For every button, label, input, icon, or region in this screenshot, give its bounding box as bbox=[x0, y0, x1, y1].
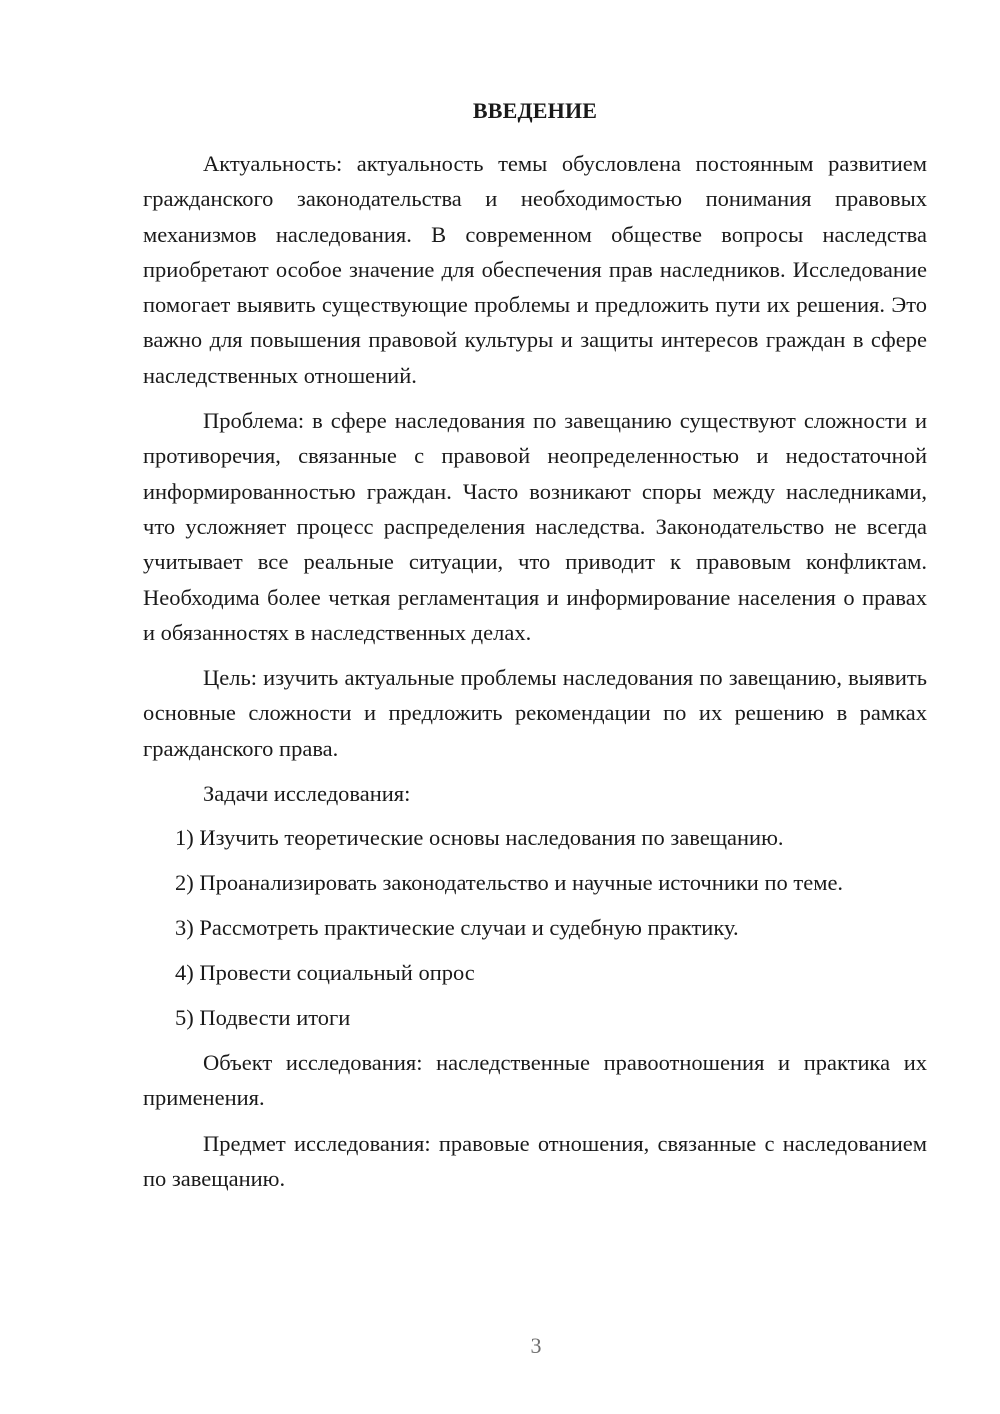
tasks-heading: Задачи исследования: bbox=[203, 781, 411, 807]
list-item: 5) Подвести итоги bbox=[175, 1005, 351, 1031]
paragraph-goal: Цель: изучить актуальные проблемы наследования по завещанию, выявить основные сложности и предложить рекомендации по их решению в рамках гражданского права. bbox=[143, 665, 927, 761]
paragraph-object: Объект исследования: наследственные правоотношения и практика их применения. bbox=[143, 1050, 927, 1111]
paragraph-problem: Проблема: в сфере наследования по завещанию существуют сложности и противоречия, связанные с правовой неопределенностью и недостаточной информированностью граждан. Часто возникают споры между наследниками, что усложняет процесс распределения наследства. Законодательство не всегда учитывает все реальные ситуации, что приводит к правовым конфликтам. Необходима более четкая регламентация и информирование населения о правах и обязанностях в наследственных делах. bbox=[143, 408, 927, 645]
list-item: 1) Изучить теоретические основы наследования по завещанию. bbox=[175, 825, 784, 851]
paragraph-relevance: Актуальность: актуальность темы обусловлена постоянным развитием гражданского законодательства и необходимостью понимания правовых механизмов наследования. В современном обществе вопросы наследства приобретают особое значение для обеспечения прав наследников. Исследование помогает выявить существующие проблемы и предложить пути их решения. Это важно для повышения правовой культуры и защиты интересов граждан в сфере наследственных отношений. bbox=[143, 151, 927, 388]
document-page bbox=[143, 96, 927, 1206]
page-title: ВВЕДЕНИЕ bbox=[472, 98, 598, 123]
list-item: 2) Проанализировать законодательство и научные источники по теме. bbox=[175, 870, 844, 896]
list-item: 3) Рассмотреть практические случаи и судебную практику. bbox=[175, 915, 739, 941]
page-number: 3 bbox=[530, 1333, 542, 1358]
paragraph-subject: Предмет исследования: правовые отношения, связанные с наследованием по завещанию. bbox=[143, 1130, 927, 1191]
task-list bbox=[143, 820, 927, 1035]
list-item: 4) Провести социальный опрос bbox=[175, 960, 475, 986]
